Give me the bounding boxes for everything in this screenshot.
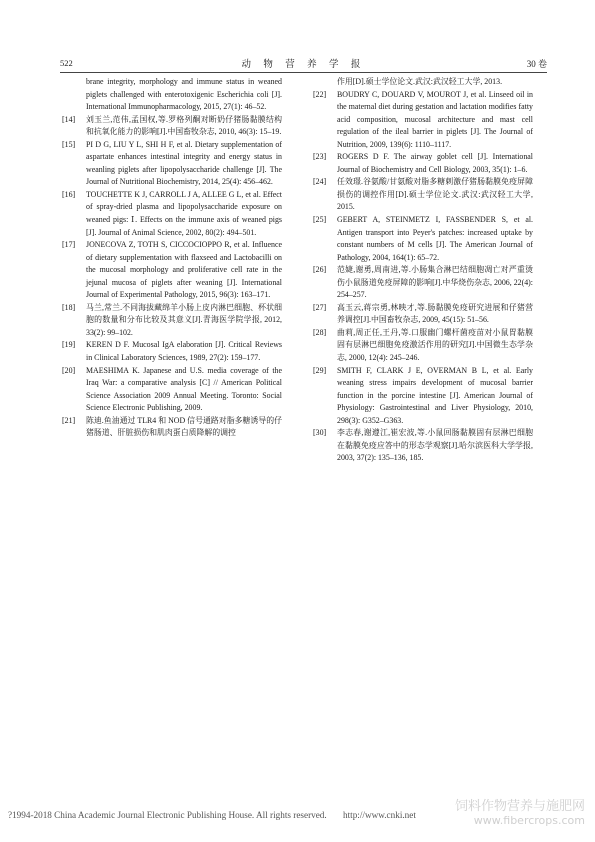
reference-number: [ 16 ] [62, 189, 75, 202]
reference-entry [313, 151, 533, 176]
reference-continuation: 作用[D].硕士学位论文.武汉:武汉轻工大学, 2013. [337, 77, 503, 86]
reference-number: [ 23 ] [313, 151, 326, 164]
reference-entry [313, 176, 533, 214]
reference-text: 刘玉兰,范伟,孟国权,等.罗格列酮对断奶仔猪肠黏膜结构和抗氧化能力的影响[J].中国畜牧杂志, 2010, 46(3): 15–19. [86, 114, 282, 137]
reference-text: SMITH F, CLARK J E, OVERMAN B L, et al. Early weaning stress impairs development of mucosal barrier function in the porcine intestine [J]. American Journal of Physiology: Gastrointestinal and Liver Physiology, 2010, 298(3): G352–G363. [337, 365, 533, 425]
reference-number: [ 28 ] [313, 327, 326, 340]
reference-entry [62, 114, 282, 139]
reference-text: 马兰,常兰.不同海拔藏绵羊小肠上皮内淋巴细胞、杯状细胞的数量和分布比较及其意义[J].青海医学院学报, 2012, 33(2): 99–102. [86, 302, 282, 337]
reference-entry [313, 264, 533, 302]
reference-entry [313, 427, 533, 465]
page-number: 522 [60, 58, 73, 68]
reference-number: [ 24 ] [313, 176, 326, 189]
reference-number: [ 26 ] [313, 264, 326, 277]
footer-url[interactable]: http://www.cnki.net [343, 810, 416, 820]
reference-text: MAESHIMA K. Japanese and U.S. media coverage of the Iraq War: a comparative analysis [C] // American Political Science Association 2009 Annual Meeting. Toronto: Social Science Electronic Publishing, 2009. [86, 365, 282, 413]
reference-entry [62, 339, 282, 364]
reference-number: [ 21 ] [62, 415, 75, 428]
page-header [60, 54, 547, 73]
reference-text: 任效璟.谷氨酸/甘氨酸对脂多糖刺激仔猪肠黏膜免疫屏障损伤的调控作用[D].硕士学位论文.武汉:武汉轻工大学, 2015. [337, 177, 533, 212]
reference-list-left [62, 114, 282, 440]
reference-entry [62, 415, 282, 440]
watermark [455, 800, 585, 828]
reference-entry [313, 214, 533, 264]
journal-title: 动 物 营 养 学 报 [241, 60, 366, 70]
reference-text: PI D G, LIU Y L, SHI H F, et al. Dietary supplementation of aspartate enhances intestinal integrity and energy status in weanling piglets after lipopolysaccharide challenge [J]. The Journal of Nutritional Biochemistry, 2014, 25(4): 456–462. [86, 139, 282, 187]
reference-text: GEBERT A, STEINMETZ I, FASSBENDER S, et al. Antigen transport into Peyer's patches: increased uptake by constant numbers of M cells [J]. The American Journal of Pathology, 2004, 164(1): 65–72. [337, 215, 533, 262]
reference-number: [ 22 ] [313, 89, 326, 102]
reference-number: [ 25 ] [313, 214, 326, 227]
reference-entry [313, 302, 533, 327]
reference-text: 高玉云,蒋宗勇,林映才,等.肠黏膜免疫研究进展和仔猪营养调控[J].中国畜牧杂志, 2009, 45(15): 51–56. [337, 302, 533, 325]
reference-entry [313, 327, 533, 365]
reference-text: ROGERS D F. The airway goblet cell [J]. International Journal of Biochemistry and Cell Biology, 2003, 35(1): 1–6. [337, 152, 533, 174]
reference-text: KEREN D F. Mucosal IgA elaboration [J]. Critical Reviews in Clinical Laboratory Sciences, 1989, 27(2): 159–177. [86, 340, 282, 363]
reference-entry [62, 365, 282, 415]
left-column [62, 76, 282, 440]
copyright-notice: ?1994-2018 China Academic Journal Electronic Publishing House. All rights reserved. [8, 810, 327, 820]
reference-entry [62, 239, 282, 302]
reference-number: [ 17 ] [62, 239, 75, 252]
reference-number: [ 14 ] [62, 114, 75, 127]
reference-list-right [313, 89, 533, 465]
reference-text: 李志春,谢遵江,崔宏波,等.小鼠回肠黏膜固有层淋巴细胞在黏膜免疫应答中的形态学观察[J].哈尔滨医科大学学报, 2003, 37(2): 135–136, 185. [337, 428, 533, 463]
reference-number: [ 29 ] [313, 365, 326, 378]
reference-entry [313, 365, 533, 428]
reference-entry [313, 89, 533, 152]
watermark-text: 饲料作物营养与施肥网 [454, 799, 585, 814]
reference-entry [62, 302, 282, 340]
reference-text: 陈迪.鱼油通过 TLR4 和 NOD 信号通路对脂多糖诱导的仔猪肠道、肝脏损伤和肌肉蛋白质降解的调控 [86, 415, 282, 438]
reference-number: [ 20 ] [62, 365, 75, 378]
watermark-url: www.fibercrops.com [473, 814, 585, 827]
reference-continuation: brane integrity, morphology and immune status in weaned piglets challenged with enterotoxigenic Escherichia coli [J]. International Immunopharmacology, 2015, 27(1): 46–52. [86, 77, 282, 112]
reference-text: JONECOVA Z, TOTH S, CICCOCIOPPO R, et al. Influence of dietary supplementation with flaxseed and Lactobacilli on the mucosal morphology and proliferative cell rate in the jejunal mucosa of piglets after weaning [J]. International Journal of Experimental Pathology, 2015, 96(3): 163–171. [86, 240, 282, 300]
reference-entry [62, 139, 282, 189]
reference-text: TOUCHETTE K J, CARROLL J A, ALLEE G L, et al. Effect of spray-dried plasma and lipopolysaccharide exposure on weaned pigs: Ⅰ. Effects on the immune axis of weaned pigs [J]. Journal of Animal Science, 2002, 80(2): 494–501. [86, 189, 282, 237]
reference-text: 曲莉,周正任,王丹,等.口服幽门螺杆菌疫苗对小鼠胃黏膜固有层淋巴细胞免疫激活作用的研究[J].中国微生态学杂志, 2000, 12(4): 245–246. [337, 327, 533, 363]
volume-label: 30 卷 [526, 59, 547, 69]
reference-number: [ 19 ] [62, 339, 75, 352]
reference-entry [62, 189, 282, 239]
reference-number: [ 18 ] [62, 302, 75, 315]
reference-text: 范婕,谢勇,周南进,等.小肠集合淋巴结细胞凋亡对严重烫伤小鼠肠道免疫屏障的影响[J].中华烧伤杂志, 2006, 22(4): 254–257. [337, 265, 533, 300]
reference-number: [ 15 ] [62, 139, 75, 152]
reference-number: [ 27 ] [313, 302, 326, 315]
reference-number: [ 30 ] [313, 427, 326, 440]
right-column [313, 76, 533, 465]
reference-text: BOUDRY C, DOUARD V, MOUROT J, et al. Linseed oil in the maternal diet during gestation and lactation modifies fatty acid composition, mucosal architecture and mast cell regulation of the ileal barrier in piglets [J]. The Journal of Nutrition, 2009, 139(6): 1110–1117. [337, 89, 533, 149]
